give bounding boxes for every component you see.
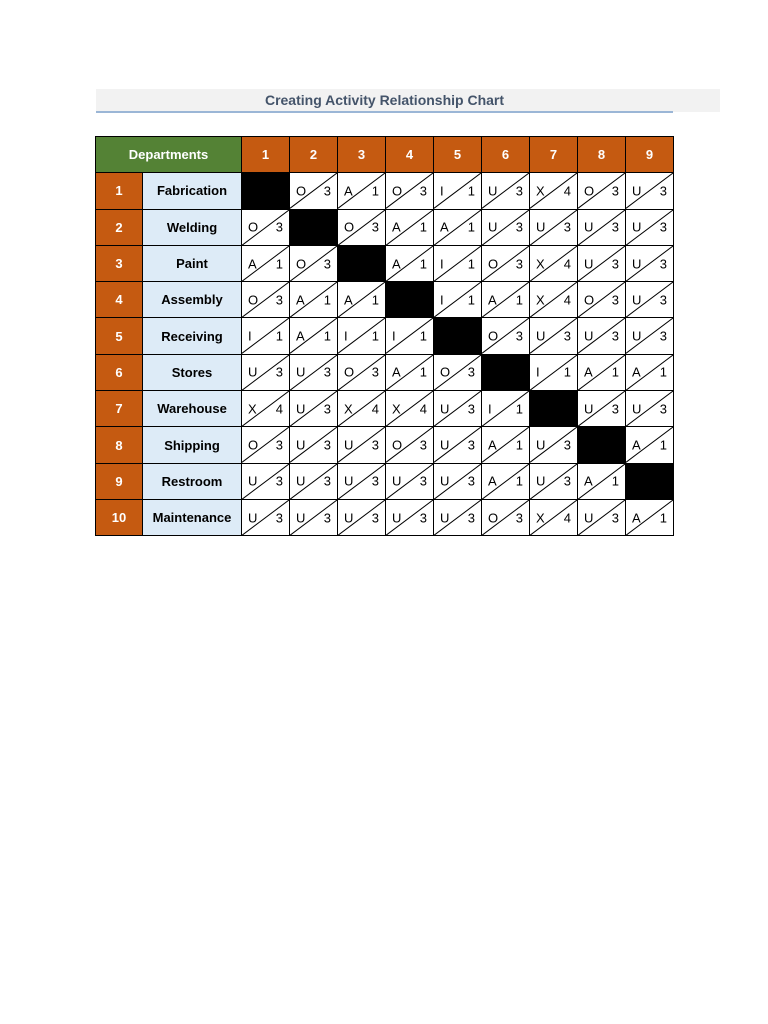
- department-name: Stores: [143, 354, 242, 390]
- closeness-code: X: [392, 401, 401, 417]
- relationship-cell: [482, 245, 530, 281]
- reason-code: 1: [659, 437, 667, 453]
- row-number: 8: [96, 427, 143, 463]
- reason-code: 3: [371, 437, 379, 453]
- department-name: Maintenance: [143, 499, 242, 535]
- closeness-code: I: [440, 256, 444, 272]
- table-row: [96, 391, 674, 427]
- reason-code: 3: [467, 473, 475, 489]
- reason-code: 1: [275, 256, 283, 272]
- reason-code: 1: [515, 437, 523, 453]
- relationship-cell: [434, 209, 482, 245]
- relationship-cell: [626, 427, 674, 463]
- relationship-cell: [578, 282, 626, 318]
- department-name: Assembly: [143, 282, 242, 318]
- reason-code: 3: [515, 183, 523, 199]
- closeness-code: X: [536, 292, 545, 308]
- closeness-code: O: [488, 328, 499, 344]
- reason-code: 3: [371, 473, 379, 489]
- closeness-code: U: [296, 473, 306, 489]
- relationship-cell: [530, 318, 578, 354]
- relationship-cell: [386, 173, 434, 209]
- relationship-cell: [434, 427, 482, 463]
- relationship-cell: [578, 245, 626, 281]
- self-relation-cell: [338, 245, 386, 281]
- row-number: 10: [96, 499, 143, 535]
- reason-code: 3: [515, 219, 523, 235]
- closeness-code: U: [584, 256, 594, 272]
- self-relation-cell: [290, 209, 338, 245]
- closeness-code: U: [296, 510, 306, 526]
- closeness-code: O: [440, 364, 451, 380]
- reason-code: 3: [563, 437, 571, 453]
- closeness-code: U: [296, 437, 306, 453]
- closeness-code: O: [584, 183, 595, 199]
- relationship-cell: [338, 354, 386, 390]
- relationship-cell: [578, 173, 626, 209]
- closeness-code: U: [344, 473, 354, 489]
- reason-code: 3: [275, 473, 283, 489]
- reason-code: 3: [611, 256, 619, 272]
- department-name: Fabrication: [143, 173, 242, 209]
- relationship-cell: [386, 499, 434, 535]
- closeness-code: X: [536, 183, 545, 199]
- closeness-code: U: [440, 437, 450, 453]
- relationship-cell: [530, 209, 578, 245]
- column-header: 2: [290, 137, 338, 173]
- table-row: [96, 173, 674, 209]
- relationship-cell: [434, 354, 482, 390]
- reason-code: 3: [515, 256, 523, 272]
- relationship-cell: [338, 427, 386, 463]
- reason-code: 3: [563, 219, 571, 235]
- closeness-code: U: [536, 328, 546, 344]
- closeness-code: I: [344, 328, 348, 344]
- self-relation-cell: [242, 173, 290, 209]
- relationship-cell: [338, 463, 386, 499]
- reason-code: 1: [467, 183, 475, 199]
- closeness-code: U: [248, 364, 258, 380]
- reason-code: 1: [371, 292, 379, 308]
- closeness-code: I: [440, 292, 444, 308]
- reason-code: 3: [611, 401, 619, 417]
- table-row: [96, 499, 674, 535]
- relationship-cell: [434, 463, 482, 499]
- relationship-cell: [626, 173, 674, 209]
- closeness-code: X: [536, 256, 545, 272]
- table-body: [96, 173, 674, 536]
- reason-code: 3: [419, 510, 427, 526]
- row-number: 3: [96, 245, 143, 281]
- closeness-code: A: [584, 473, 593, 489]
- closeness-code: A: [488, 292, 497, 308]
- closeness-code: U: [632, 292, 642, 308]
- closeness-code: U: [440, 401, 450, 417]
- reason-code: 3: [323, 401, 331, 417]
- reason-code: 1: [323, 292, 331, 308]
- reason-code: 3: [419, 473, 427, 489]
- reason-code: 3: [419, 183, 427, 199]
- department-name: Receiving: [143, 318, 242, 354]
- closeness-code: O: [248, 292, 259, 308]
- reason-code: 3: [275, 292, 283, 308]
- closeness-code: U: [632, 256, 642, 272]
- self-relation-cell: [434, 318, 482, 354]
- closeness-code: U: [632, 328, 642, 344]
- reason-code: 3: [611, 219, 619, 235]
- relationship-cell: [386, 318, 434, 354]
- closeness-code: A: [632, 364, 641, 380]
- relationship-cell: [626, 282, 674, 318]
- closeness-code: U: [488, 219, 498, 235]
- reason-code: 3: [659, 219, 667, 235]
- relationship-cell: [482, 463, 530, 499]
- closeness-code: X: [344, 401, 353, 417]
- closeness-code: A: [344, 292, 353, 308]
- relationship-cell: [578, 318, 626, 354]
- reason-code: 1: [467, 219, 475, 235]
- reason-code: 3: [323, 473, 331, 489]
- self-relation-cell: [626, 463, 674, 499]
- relationship-cell: [290, 354, 338, 390]
- closeness-code: U: [632, 401, 642, 417]
- reason-code: 3: [419, 437, 427, 453]
- closeness-code: O: [296, 256, 307, 272]
- reason-code: 3: [275, 437, 283, 453]
- department-name: Paint: [143, 245, 242, 281]
- closeness-code: U: [584, 328, 594, 344]
- relationship-cell: [242, 209, 290, 245]
- row-number: 4: [96, 282, 143, 318]
- relationship-cell: [578, 354, 626, 390]
- closeness-code: A: [392, 256, 401, 272]
- row-number: 9: [96, 463, 143, 499]
- closeness-code: U: [296, 364, 306, 380]
- reason-code: 3: [611, 292, 619, 308]
- relationship-cell: [626, 209, 674, 245]
- reason-code: 1: [611, 473, 619, 489]
- closeness-code: O: [296, 183, 307, 199]
- relationship-cell: [242, 499, 290, 535]
- departments-header: Departments: [96, 137, 242, 173]
- closeness-code: A: [296, 292, 305, 308]
- reason-code: 1: [371, 328, 379, 344]
- closeness-code: O: [488, 256, 499, 272]
- reason-code: 3: [275, 510, 283, 526]
- reason-code: 3: [371, 219, 379, 235]
- reason-code: 4: [275, 401, 283, 417]
- relationship-cell: [434, 499, 482, 535]
- reason-code: 3: [371, 364, 379, 380]
- closeness-code: A: [296, 328, 305, 344]
- closeness-code: O: [584, 292, 595, 308]
- closeness-code: A: [344, 183, 353, 199]
- closeness-code: U: [392, 510, 402, 526]
- relationship-cell: [338, 318, 386, 354]
- relationship-cell: [530, 173, 578, 209]
- closeness-code: U: [536, 219, 546, 235]
- column-header: 4: [386, 137, 434, 173]
- column-header: 8: [578, 137, 626, 173]
- relationship-cell: [482, 427, 530, 463]
- reason-code: 3: [659, 401, 667, 417]
- relationship-cell: [530, 282, 578, 318]
- closeness-code: X: [536, 510, 545, 526]
- reason-code: 3: [323, 510, 331, 526]
- reason-code: 1: [467, 292, 475, 308]
- relationship-cell: [434, 245, 482, 281]
- reason-code: 1: [563, 364, 571, 380]
- reason-code: 3: [611, 328, 619, 344]
- relationship-cell: [482, 391, 530, 427]
- relationship-cell: [338, 391, 386, 427]
- relationship-cell: [290, 391, 338, 427]
- reason-code: 1: [419, 328, 427, 344]
- closeness-code: U: [536, 437, 546, 453]
- column-header: 1: [242, 137, 290, 173]
- department-name: Restroom: [143, 463, 242, 499]
- row-number: 5: [96, 318, 143, 354]
- self-relation-cell: [482, 354, 530, 390]
- relationship-cell: [242, 427, 290, 463]
- relationship-cell: [242, 318, 290, 354]
- reason-code: 3: [467, 364, 475, 380]
- relationship-cell: [626, 499, 674, 535]
- relationship-cell: [242, 245, 290, 281]
- relationship-cell: [434, 173, 482, 209]
- relationship-cell: [434, 391, 482, 427]
- closeness-code: A: [584, 364, 593, 380]
- relationship-cell: [386, 245, 434, 281]
- relationship-cell: [290, 427, 338, 463]
- reason-code: 3: [371, 510, 379, 526]
- relationship-cell: [386, 391, 434, 427]
- relationship-cell: [242, 391, 290, 427]
- relationship-cell: [290, 499, 338, 535]
- relationship-cell: [578, 463, 626, 499]
- column-header: 7: [530, 137, 578, 173]
- reason-code: 4: [419, 401, 427, 417]
- closeness-code: U: [584, 401, 594, 417]
- reason-code: 1: [659, 364, 667, 380]
- table-row: [96, 427, 674, 463]
- closeness-code: A: [632, 510, 641, 526]
- reason-code: 4: [563, 183, 571, 199]
- row-number: 2: [96, 209, 143, 245]
- reason-code: 1: [515, 473, 523, 489]
- relationship-cell: [482, 209, 530, 245]
- reason-code: 3: [515, 328, 523, 344]
- closeness-code: O: [392, 183, 403, 199]
- reason-code: 1: [659, 510, 667, 526]
- reason-code: 3: [467, 437, 475, 453]
- closeness-code: I: [488, 401, 492, 417]
- reason-code: 3: [275, 364, 283, 380]
- relationship-cell: [530, 463, 578, 499]
- relationship-cell: [290, 173, 338, 209]
- closeness-code: I: [536, 364, 540, 380]
- reason-code: 3: [563, 328, 571, 344]
- relationship-cell: [242, 354, 290, 390]
- closeness-code: U: [536, 473, 546, 489]
- relationship-cell: [386, 354, 434, 390]
- closeness-code: U: [344, 437, 354, 453]
- relationship-cell: [434, 282, 482, 318]
- reason-code: 4: [563, 256, 571, 272]
- closeness-code: U: [248, 510, 258, 526]
- closeness-code: A: [440, 219, 449, 235]
- reason-code: 3: [515, 510, 523, 526]
- column-header: 3: [338, 137, 386, 173]
- relationship-cell: [242, 463, 290, 499]
- reason-code: 1: [467, 256, 475, 272]
- relationship-cell: [290, 463, 338, 499]
- department-name: Shipping: [143, 427, 242, 463]
- title-underline: [96, 111, 673, 113]
- closeness-code: O: [392, 437, 403, 453]
- self-relation-cell: [530, 391, 578, 427]
- reason-code: 1: [419, 219, 427, 235]
- closeness-code: O: [248, 437, 259, 453]
- relationship-cell: [338, 209, 386, 245]
- table-row: [96, 463, 674, 499]
- reason-code: 3: [323, 437, 331, 453]
- reason-code: 3: [659, 256, 667, 272]
- relationship-cell: [386, 427, 434, 463]
- reason-code: 1: [419, 256, 427, 272]
- relationship-cell: [530, 427, 578, 463]
- closeness-code: O: [344, 364, 355, 380]
- reason-code: 1: [323, 328, 331, 344]
- reason-code: 1: [275, 328, 283, 344]
- relationship-cell: [242, 282, 290, 318]
- reason-code: 4: [563, 510, 571, 526]
- table-row: [96, 245, 674, 281]
- reason-code: 3: [659, 328, 667, 344]
- relationship-cell: [386, 463, 434, 499]
- reason-code: 3: [611, 510, 619, 526]
- relationship-cell: [482, 173, 530, 209]
- reason-code: 3: [611, 183, 619, 199]
- page-title: Creating Activity Relationship Chart: [264, 92, 505, 108]
- relationship-cell: [578, 391, 626, 427]
- closeness-code: U: [440, 473, 450, 489]
- relationship-cell: [290, 245, 338, 281]
- relationship-cell: [338, 173, 386, 209]
- relationship-cell: [626, 354, 674, 390]
- relationship-cell: [530, 245, 578, 281]
- relationship-cell: [482, 282, 530, 318]
- relationship-cell: [530, 499, 578, 535]
- activity-relationship-table: [95, 136, 674, 536]
- closeness-code: U: [632, 219, 642, 235]
- closeness-code: A: [632, 437, 641, 453]
- closeness-code: A: [488, 473, 497, 489]
- closeness-code: U: [248, 473, 258, 489]
- relationship-cell: [338, 499, 386, 535]
- closeness-code: U: [392, 473, 402, 489]
- reason-code: 4: [371, 401, 379, 417]
- reason-code: 3: [323, 256, 331, 272]
- closeness-code: O: [344, 219, 355, 235]
- reason-code: 1: [611, 364, 619, 380]
- closeness-code: O: [488, 510, 499, 526]
- closeness-code: I: [392, 328, 396, 344]
- self-relation-cell: [386, 282, 434, 318]
- closeness-code: A: [392, 364, 401, 380]
- reason-code: 3: [659, 183, 667, 199]
- reason-code: 1: [419, 364, 427, 380]
- reason-code: 4: [563, 292, 571, 308]
- reason-code: 3: [275, 219, 283, 235]
- closeness-code: I: [248, 328, 252, 344]
- relationship-cell: [578, 209, 626, 245]
- relationship-cell: [626, 391, 674, 427]
- closeness-code: U: [344, 510, 354, 526]
- closeness-code: O: [248, 219, 259, 235]
- reason-code: 3: [323, 183, 331, 199]
- relationship-cell: [386, 209, 434, 245]
- row-number: 6: [96, 354, 143, 390]
- relationship-cell: [530, 354, 578, 390]
- reason-code: 1: [515, 401, 523, 417]
- column-header: 5: [434, 137, 482, 173]
- reason-code: 3: [467, 401, 475, 417]
- closeness-code: U: [584, 510, 594, 526]
- relationship-cell: [482, 318, 530, 354]
- relationship-cell: [578, 499, 626, 535]
- column-header: 6: [482, 137, 530, 173]
- table-row: [96, 354, 674, 390]
- row-number: 7: [96, 391, 143, 427]
- reason-code: 3: [467, 510, 475, 526]
- department-name: Warehouse: [143, 391, 242, 427]
- relationship-cell: [290, 282, 338, 318]
- self-relation-cell: [578, 427, 626, 463]
- closeness-code: U: [488, 183, 498, 199]
- relationship-cell: [626, 245, 674, 281]
- department-name: Welding: [143, 209, 242, 245]
- closeness-code: U: [296, 401, 306, 417]
- closeness-code: A: [488, 437, 497, 453]
- relationship-cell: [338, 282, 386, 318]
- reason-code: 3: [659, 292, 667, 308]
- closeness-code: U: [584, 219, 594, 235]
- reason-code: 1: [371, 183, 379, 199]
- closeness-code: X: [248, 401, 257, 417]
- relationship-cell: [482, 499, 530, 535]
- closeness-code: U: [440, 510, 450, 526]
- table-row: [96, 318, 674, 354]
- closeness-code: A: [392, 219, 401, 235]
- header-row: [96, 137, 674, 173]
- closeness-code: U: [632, 183, 642, 199]
- table-row: [96, 209, 674, 245]
- reason-code: 1: [515, 292, 523, 308]
- reason-code: 3: [563, 473, 571, 489]
- closeness-code: I: [440, 183, 444, 199]
- table-row: [96, 282, 674, 318]
- reason-code: 3: [323, 364, 331, 380]
- closeness-code: A: [248, 256, 257, 272]
- relationship-cell: [626, 318, 674, 354]
- relationship-cell: [290, 318, 338, 354]
- column-header: 9: [626, 137, 674, 173]
- row-number: 1: [96, 173, 143, 209]
